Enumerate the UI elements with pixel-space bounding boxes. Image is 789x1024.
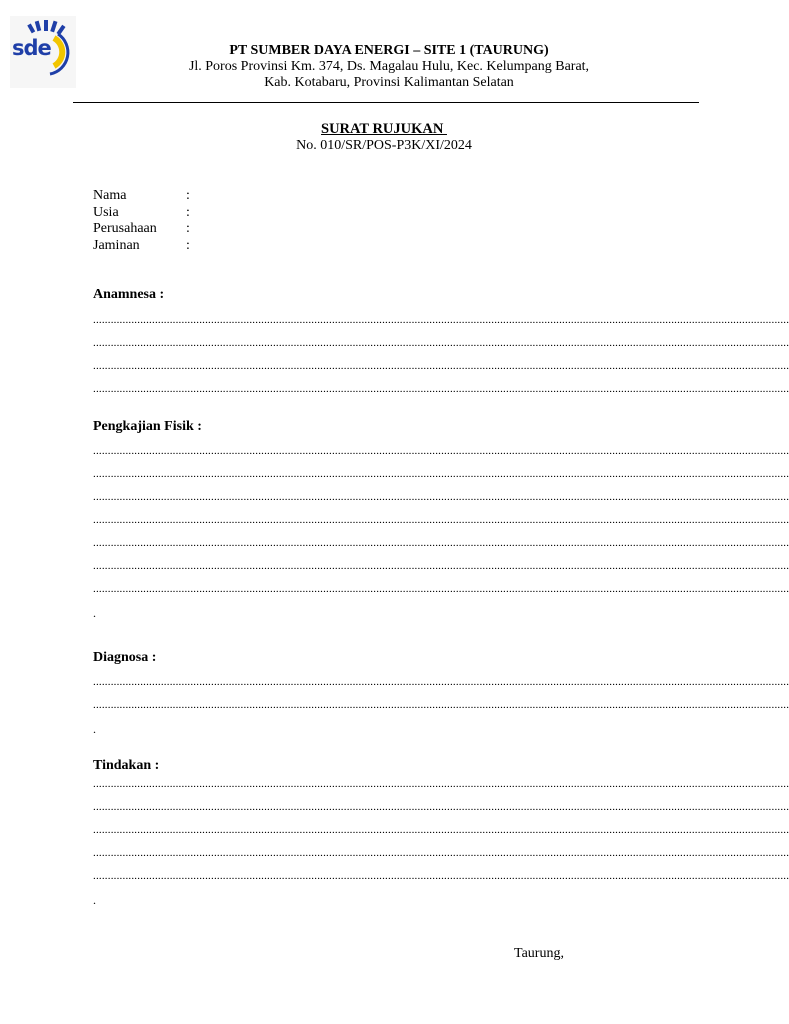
- dotted-line: ............................................................................................................................................................................................................................................: [93, 360, 789, 372]
- dotted-line: ............................................................................................................................................................................................................................................: [93, 583, 789, 595]
- dotted-line: ............................................................................................................................................................................................................................................: [93, 514, 789, 526]
- section-pengkajian-title: Pengkajian Fisik :: [93, 419, 202, 434]
- dotted-line: ............................................................................................................................................................................................................................................: [93, 537, 789, 549]
- dotted-line: ............................................................................................................................................................................................................................................: [93, 699, 789, 711]
- dotted-line-end: .: [93, 893, 96, 907]
- dotted-line: ............................................................................................................................................................................................................................................: [93, 337, 789, 349]
- company-name: PT SUMBER DAYA ENERGI – SITE 1 (TAURUNG): [229, 43, 549, 58]
- field-label: Perusahaan: [93, 221, 157, 237]
- section-diagnosa-title: Diagnosa :: [93, 650, 157, 665]
- address-line-1: Jl. Poros Provinsi Km. 374, Ds. Magalau Hulu, Kec. Kelumpang Barat,: [188, 59, 590, 74]
- field-separator: :: [186, 238, 190, 254]
- letterhead: [80, 43, 698, 90]
- field-label: Usia: [93, 204, 119, 220]
- dotted-line: ............................................................................................................................................................................................................................................: [93, 491, 789, 503]
- field-label: Nama: [93, 188, 127, 203]
- document-number: No. 010/SR/POS-P3K/XI/2024: [296, 138, 472, 153]
- document-title-block: [0, 121, 768, 154]
- field-separator: :: [186, 221, 190, 237]
- field-label: Jaminan: [93, 238, 140, 254]
- dotted-line: ............................................................................................................................................................................................................................................: [93, 676, 789, 688]
- field-perusahaan: [93, 221, 190, 238]
- field-separator: :: [186, 204, 190, 220]
- document-title: SURAT RUJUKAN: [321, 121, 447, 137]
- dotted-line: ............................................................................................................................................................................................................................................: [93, 560, 789, 572]
- dotted-line: ............................................................................................................................................................................................................................................: [93, 824, 789, 836]
- field-jaminan: [93, 238, 190, 255]
- dotted-line: ............................................................................................................................................................................................................................................: [93, 870, 789, 882]
- dotted-line-end: .: [93, 722, 96, 736]
- dotted-line: ............................................................................................................................................................................................................................................: [93, 383, 789, 395]
- field-separator: :: [186, 188, 190, 203]
- identity-fields: [93, 188, 190, 255]
- dotted-line: ............................................................................................................................................................................................................................................: [93, 778, 789, 790]
- dotted-line: ............................................................................................................................................................................................................................................: [93, 847, 789, 859]
- section-tindakan-title: Tindakan :: [93, 758, 160, 773]
- dotted-line: ............................................................................................................................................................................................................................................: [93, 801, 789, 813]
- logo-text: sde: [12, 36, 51, 60]
- section-anamnesa-title: Anamnesa :: [93, 287, 165, 302]
- signature-place: Taurung,: [514, 946, 564, 961]
- address-line-2: Kab. Kotabaru, Provinsi Kalimantan Selatan: [264, 74, 514, 90]
- dotted-line-end: .: [93, 606, 96, 620]
- company-logo: [10, 16, 76, 88]
- dotted-line: ............................................................................................................................................................................................................................................: [93, 314, 789, 326]
- header-divider: [73, 102, 699, 103]
- field-usia: [93, 205, 190, 222]
- dotted-line: ............................................................................................................................................................................................................................................: [93, 468, 789, 480]
- field-nama: [93, 188, 190, 205]
- dotted-line: ............................................................................................................................................................................................................................................: [93, 445, 789, 457]
